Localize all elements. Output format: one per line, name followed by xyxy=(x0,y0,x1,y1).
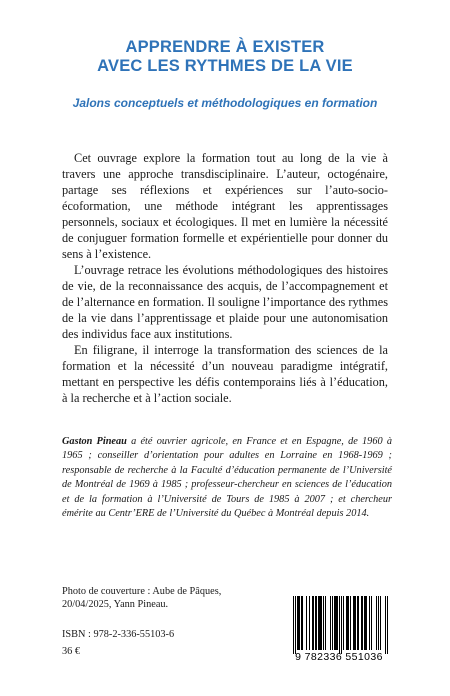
barcode-bar xyxy=(323,596,324,650)
barcode-bar xyxy=(346,596,347,650)
isbn: ISBN : 978-2-336-55103-6 xyxy=(62,629,175,640)
barcode-bar xyxy=(318,596,319,650)
author-bio xyxy=(62,435,392,521)
book-title-line-2: AVEC LES RYTHMES DE LA VIE xyxy=(97,57,353,75)
barcode-bar xyxy=(293,596,294,654)
photo-credit xyxy=(62,585,242,612)
barcode-bar xyxy=(301,596,302,650)
barcode-bar xyxy=(315,596,316,650)
barcode-bar xyxy=(378,596,379,650)
barcode-bar xyxy=(358,596,359,650)
barcode-bar xyxy=(362,596,363,650)
barcode-bar xyxy=(339,596,340,654)
blurb-paragraph-3: En filigrane, il interroge la transformation des sciences de la formation et la nécessité d’un nouveau paradigme intégratif, mettant en perspective les défis contemporains liés à l’éducation, à la recherche et à l’action sociale. xyxy=(62,343,388,405)
barcode-bar xyxy=(376,596,377,650)
blurb-paragraph-1: Cet ouvrage explore la formation tout au long de la vie à travers une approche transdisciplinaire. L’auteur, octogénaire, partage ses réflexions et expériences sur l’auto-socio-écoformation, une méthode intégrant les apprentissages personnels, sociaux et écologiques. Il met en lumière la nécessité de conjuguer formation formelle et expérientielle pour donner du sens à l’existence. xyxy=(62,151,388,261)
barcode-bar xyxy=(313,596,314,650)
barcode-bar xyxy=(353,596,354,650)
photo-credit-line-2: 20/04/2025, Yann Pineau. xyxy=(62,599,169,611)
barcode-bar xyxy=(332,596,333,650)
barcode-bar xyxy=(309,596,310,650)
barcode xyxy=(279,590,399,674)
blurb-paragraph-2: L’ouvrage retrace les évolutions méthodologiques des histoires de vie, de la reconnaissance des acquis, de l’accompagnement et de l’alternance en formation. Il souligne l’importance des rythmes de la vie dans l’apprentissage et plaide pour une autonomisation des individus face aux institutions. xyxy=(62,263,388,341)
barcode-bar xyxy=(312,596,313,650)
barcode-bar xyxy=(335,596,336,650)
barcode-bar xyxy=(357,596,358,650)
barcode-bar xyxy=(306,596,307,650)
barcode-bar xyxy=(350,596,351,650)
price: 36 € xyxy=(62,646,81,657)
barcode-bar xyxy=(371,596,372,650)
blurb xyxy=(62,150,388,406)
barcode-bar xyxy=(321,596,322,650)
barcode-bar xyxy=(348,596,349,650)
barcode-bar xyxy=(365,596,366,650)
barcode-bar xyxy=(337,596,338,650)
barcode-bar xyxy=(385,596,386,654)
barcode-bar xyxy=(343,596,344,650)
author-name: Gaston Pineau xyxy=(62,436,127,447)
barcode-bar xyxy=(369,596,370,650)
photo-credit-line-1: Photo de couverture : Aube de Pâques, xyxy=(62,586,222,597)
barcode-bar xyxy=(334,596,335,650)
book-subtitle: Jalons conceptuels et méthodologiques en formation xyxy=(72,96,378,110)
barcode-bar xyxy=(295,596,296,654)
barcode-bar xyxy=(299,596,300,650)
barcode-bar xyxy=(364,596,365,650)
barcode-bar xyxy=(341,596,342,654)
barcode-bar xyxy=(325,596,326,650)
barcode-bar xyxy=(298,596,299,650)
barcode-digits: 9 782336 551036 xyxy=(295,651,383,663)
barcode-bar xyxy=(319,596,320,650)
barcode-bar xyxy=(387,596,388,654)
book-title-line-1: APPRENDRE À EXISTER xyxy=(125,38,325,56)
barcode-bar xyxy=(320,596,321,650)
barcode-bars xyxy=(285,596,393,654)
barcode-bar xyxy=(355,596,356,650)
barcode-bar xyxy=(347,596,348,650)
barcode-bar xyxy=(354,596,355,650)
author-bio-text: a été ouvrier agricole, en France et en Espagne, de 1960 à 1965 ; conseiller d’orientation pour adultes en Lorraine en 1968-1969 ; responsable de recherche à la Faculté d’éducation permanente de l’Université de Montréal de 1969 à 1985 ; professeur-chercheur en sciences de l’éducation et de la formation à l’Université de Tours de 1985 à 2007 ; et chercheur émérite au Centr’ERE de l’Université du Québec à Montréal depuis 2014. xyxy=(62,436,392,520)
barcode-bar xyxy=(302,596,303,650)
barcode-bar xyxy=(297,596,298,650)
barcode-bar xyxy=(316,596,317,650)
barcode-bar xyxy=(336,596,337,650)
barcode-bar xyxy=(330,596,331,650)
barcode-bar xyxy=(380,596,381,650)
book-title xyxy=(0,38,450,76)
barcode-bar xyxy=(361,596,362,650)
barcode-bar xyxy=(366,596,367,650)
